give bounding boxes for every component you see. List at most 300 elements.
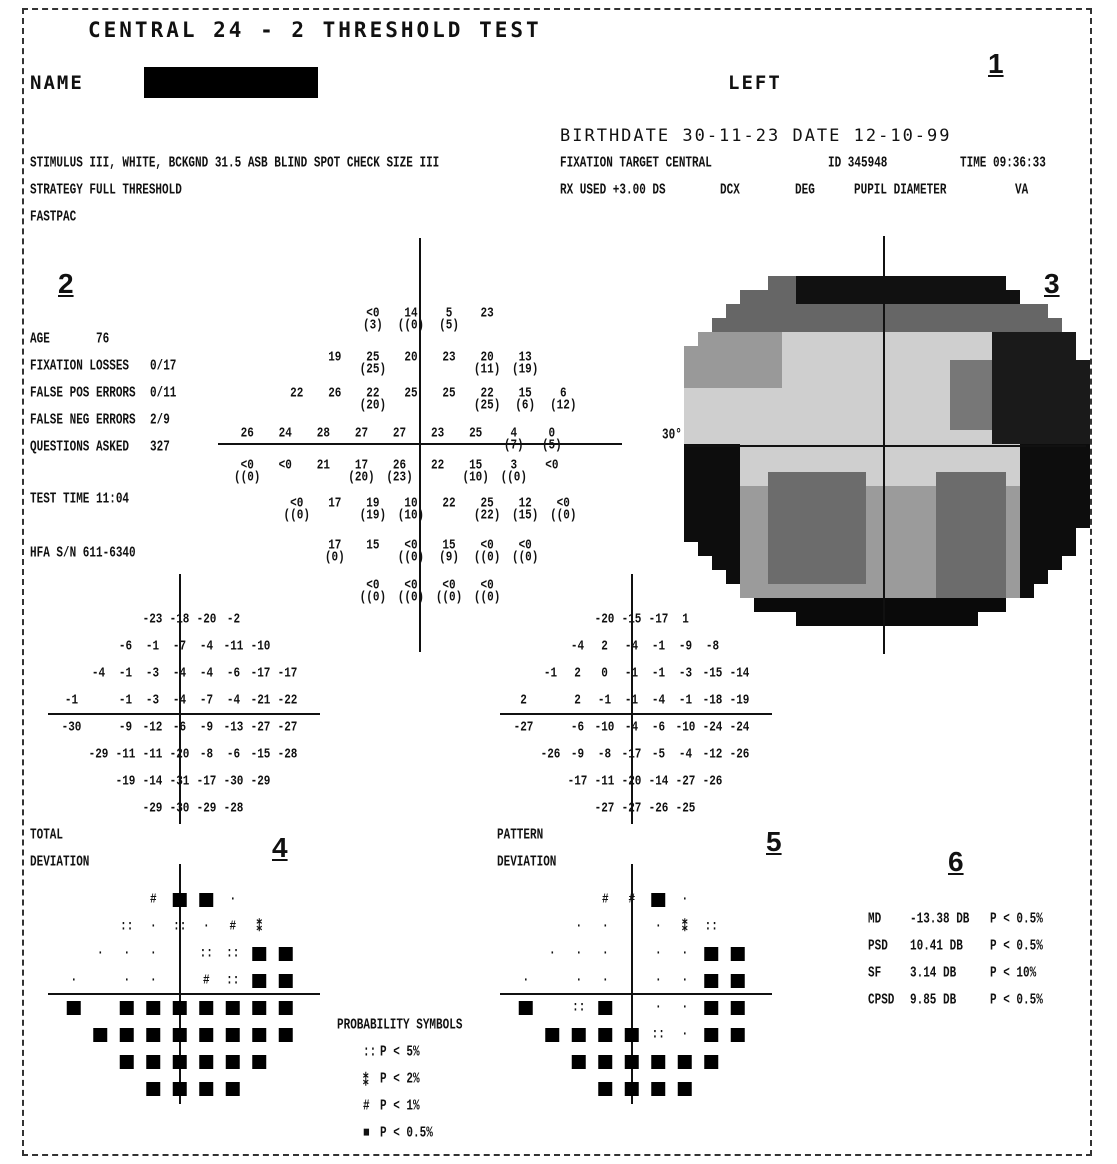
greyscale-cell (936, 430, 950, 444)
pattern-deviation-value: -20 (594, 612, 615, 628)
greyscale-cell (824, 430, 838, 444)
panel-number-5: 5 (766, 826, 782, 857)
threshold-value: 26 (328, 386, 342, 402)
greyscale-30-degree-label: 30° (662, 428, 682, 444)
greyscale-cell (1020, 584, 1034, 598)
psd-p: P < 0.5% (990, 939, 1043, 955)
greyscale-cell (838, 584, 852, 598)
greyscale-cell (782, 430, 796, 444)
greyscale-cell (796, 332, 810, 346)
total-deviation-value: -17 (250, 666, 271, 682)
total-deviation-value: -17 (277, 666, 298, 682)
threshold-repeat: (9) (439, 550, 459, 566)
greyscale-cell (852, 304, 866, 318)
legend-1pct-symbol: # (363, 1099, 370, 1115)
greyscale-cell (908, 402, 922, 416)
greyscale-cell (852, 528, 866, 542)
greyscale-cell (866, 570, 880, 584)
threshold-value: 22 (480, 386, 494, 402)
greyscale-cell (698, 360, 712, 374)
greyscale-cell (936, 472, 950, 486)
pattern-deviation-value: -17 (621, 747, 642, 763)
greyscale-cell (978, 514, 992, 528)
greyscale-cell (852, 430, 866, 444)
greyscale-cell (894, 346, 908, 360)
greyscale-cell (782, 584, 796, 598)
greyscale-cell (866, 514, 880, 528)
greyscale-cell (768, 318, 782, 332)
greyscale-cell (782, 290, 796, 304)
deg-label: DEG (795, 183, 815, 199)
greyscale-cell (922, 542, 936, 556)
greyscale-cell (908, 304, 922, 318)
pupil-diameter: PUPIL DIAMETER (854, 183, 947, 199)
greyscale-cell (768, 430, 782, 444)
hfa-serial: HFA S/N 611-6340 (30, 546, 136, 562)
greyscale-cell (894, 332, 908, 346)
greyscale-cell (1006, 500, 1020, 514)
greyscale-cell (894, 612, 908, 626)
sf-p: P < 10% (990, 966, 1037, 982)
greyscale-cell (852, 318, 866, 332)
greyscale-cell (866, 458, 880, 472)
greyscale-cell (866, 332, 880, 346)
greyscale-cell (1062, 486, 1076, 500)
cpsd-p: P < 0.5% (990, 993, 1043, 1009)
greyscale-cell (852, 332, 866, 346)
greyscale-cell (1062, 500, 1076, 514)
greyscale-cell (810, 514, 824, 528)
greyscale-cell (754, 500, 768, 514)
total-deviation-value: -12 (142, 720, 163, 736)
pattern-probability-symbol: · (681, 1000, 689, 1016)
greyscale-cell (782, 388, 796, 402)
threshold-value: 15 (469, 458, 483, 474)
greyscale-cell (978, 304, 992, 318)
greyscale-cell (768, 598, 782, 612)
greyscale-cell (866, 584, 880, 598)
greyscale-cell (768, 486, 782, 500)
greyscale-cell (922, 402, 936, 416)
pattern-probability-p05-square (651, 893, 665, 907)
pattern-deviation-value: -25 (675, 801, 696, 817)
greyscale-cell (1034, 472, 1048, 486)
pattern-probability-symbol: · (681, 892, 689, 908)
greyscale-cell (782, 374, 796, 388)
greyscale-cell (1006, 584, 1020, 598)
greyscale-cell (964, 612, 978, 626)
threshold-repeat: (25) (359, 362, 387, 378)
greyscale-cell (1020, 500, 1034, 514)
total-deviation-value: -6 (172, 720, 187, 736)
greyscale-cell (768, 332, 782, 346)
threshold-value: <0 (545, 458, 559, 474)
greyscale-cell (740, 290, 754, 304)
greyscale-cell (894, 402, 908, 416)
greyscale-cell (866, 598, 880, 612)
greyscale-cell (824, 388, 838, 402)
greyscale-cell (740, 486, 754, 500)
greyscale-cell (852, 276, 866, 290)
greyscale-cell (852, 612, 866, 626)
greyscale-cell (740, 514, 754, 528)
greyscale-cell (698, 402, 712, 416)
greyscale-cell (698, 416, 712, 430)
threshold-value: 17 (354, 458, 369, 474)
questions-value: 327 (150, 440, 170, 456)
greyscale-cell (978, 402, 992, 416)
total-deviation-value: -30 (61, 720, 82, 736)
greyscale-cell (698, 430, 712, 444)
greyscale-cell (936, 360, 950, 374)
total-probability-p05-square (199, 1001, 213, 1015)
total-deviation-value: -4 (172, 666, 187, 682)
greyscale-cell (978, 346, 992, 360)
greyscale-cell (992, 514, 1006, 528)
pattern-deviation-value: -17 (567, 774, 588, 790)
pattern-deviation-value: -19 (729, 693, 750, 709)
greyscale-cell (796, 598, 810, 612)
pattern-probability-p05-square (704, 974, 718, 988)
greyscale-cell (740, 458, 754, 472)
total-probability-symbol: · (229, 892, 237, 908)
greyscale-cell (922, 458, 936, 472)
total-deviation-value: -14 (142, 774, 163, 790)
greyscale-cell (768, 570, 782, 584)
greyscale-cell (894, 514, 908, 528)
greyscale-cell (782, 556, 796, 570)
greyscale-cell (866, 500, 880, 514)
greyscale-cell (908, 612, 922, 626)
pattern-probability-symbol: · (522, 973, 530, 989)
greyscale-cell (950, 486, 964, 500)
greyscale-cell (950, 374, 964, 388)
greyscale-cell (922, 430, 936, 444)
total-probability-p05-square (279, 974, 293, 988)
greyscale-cell (712, 388, 726, 402)
greyscale-cell (712, 556, 726, 570)
threshold-repeat: ((0) (473, 550, 501, 566)
greyscale-cell (824, 542, 838, 556)
greyscale-cell (894, 584, 908, 598)
greyscale-cell (712, 458, 726, 472)
pattern-probability-symbol: # (601, 892, 609, 908)
greyscale-cell (852, 374, 866, 388)
greyscale-cell (950, 318, 964, 332)
greyscale-cell (1034, 500, 1048, 514)
pattern-deviation-value: -9 (570, 747, 585, 763)
pattern-deviation-value: -3 (678, 666, 693, 682)
greyscale-cell (740, 542, 754, 556)
greyscale-cell (894, 556, 908, 570)
greyscale-cell (922, 500, 936, 514)
greyscale-cell (894, 500, 908, 514)
greyscale-cell (992, 318, 1006, 332)
total-deviation-value: -4 (199, 666, 214, 682)
greyscale-cell (796, 570, 810, 584)
total-probability-symbol: · (123, 973, 131, 989)
greyscale-cell (1048, 346, 1062, 360)
legend-5pct-label: P < 5% (380, 1045, 420, 1061)
total-deviation-value: -18 (169, 612, 190, 628)
greyscale-cell (978, 598, 992, 612)
greyscale-cell (1034, 430, 1048, 444)
eye-label: LEFT (728, 72, 782, 94)
threshold-value: <0 (404, 578, 418, 594)
total-deviation-value: -9 (199, 720, 214, 736)
pattern-deviation-value: -15 (702, 666, 723, 682)
greyscale-cell (740, 360, 754, 374)
greyscale-cell (1048, 472, 1062, 486)
greyscale-cell (936, 486, 950, 500)
greyscale-cell (824, 318, 838, 332)
greyscale-cell (978, 318, 992, 332)
total-probability-p05-square (279, 1028, 293, 1042)
greyscale-cell (908, 430, 922, 444)
threshold-repeat: (5) (439, 318, 459, 334)
greyscale-cell (754, 514, 768, 528)
threshold-value: 28 (316, 426, 330, 442)
pattern-probability-symbol: :: (572, 1000, 586, 1016)
total-probability-symbol: · (149, 919, 157, 935)
threshold-value: 25 (366, 350, 380, 366)
greyscale-cell (754, 416, 768, 430)
greyscale-cell (1006, 430, 1020, 444)
greyscale-cell (1062, 388, 1076, 402)
pattern-probability-p05-square (598, 1082, 612, 1096)
greyscale-cell (964, 402, 978, 416)
greyscale-cell (908, 500, 922, 514)
threshold-value: 25 (442, 386, 456, 402)
total-probability-p05-square (252, 1055, 266, 1069)
pattern-probability-symbol: :: (651, 1027, 665, 1043)
greyscale-cell (1048, 388, 1062, 402)
threshold-value: 23 (431, 426, 445, 442)
greyscale-cell (782, 514, 796, 528)
total-deviation-value: -1 (118, 693, 133, 709)
pattern-deviation-value: -8 (597, 747, 612, 763)
greyscale-cell (810, 402, 824, 416)
total-deviation-value: -2 (226, 612, 241, 628)
greyscale-cell (992, 290, 1006, 304)
greyscale-cell (824, 458, 838, 472)
report-title: CENTRAL 24 - 2 THRESHOLD TEST (88, 18, 542, 42)
total-probability-p05-square (93, 1028, 107, 1042)
greyscale-cell (880, 528, 894, 542)
greyscale-cell (992, 556, 1006, 570)
greyscale-cell (880, 360, 894, 374)
greyscale-cell (866, 346, 880, 360)
threshold-value: 23 (480, 306, 494, 322)
total-deviation-value: -20 (169, 747, 190, 763)
total-deviation-label-2: DEVIATION (30, 855, 90, 871)
threshold-value: <0 (480, 578, 494, 594)
greyscale-cell (1020, 402, 1034, 416)
greyscale-cell (936, 458, 950, 472)
greyscale-cell (754, 402, 768, 416)
total-probability-symbol: · (70, 973, 78, 989)
greyscale-cell (964, 276, 978, 290)
greyscale-cell (726, 318, 740, 332)
greyscale-cell (922, 528, 936, 542)
greyscale-cell (950, 584, 964, 598)
threshold-repeat: (10) (462, 470, 489, 486)
greyscale-cell (824, 556, 838, 570)
threshold-repeat: (11) (473, 362, 501, 378)
md-label: MD (868, 912, 882, 928)
total-deviation-value: -28 (223, 801, 244, 817)
greyscale-cell (838, 402, 852, 416)
threshold-value: 22 (442, 496, 456, 512)
threshold-value: 22 (290, 386, 304, 402)
greyscale-cell (908, 514, 922, 528)
greyscale-cell (950, 304, 964, 318)
greyscale-cell (838, 416, 852, 430)
greyscale-cell (880, 416, 894, 430)
threshold-repeat: (20) (359, 398, 387, 414)
greyscale-cell (810, 612, 824, 626)
greyscale-cell (936, 500, 950, 514)
greyscale-cell (992, 374, 1006, 388)
pattern-probability-p05-square (625, 1055, 639, 1069)
total-probability-symbol: :: (199, 946, 213, 962)
greyscale-cell (852, 402, 866, 416)
pattern-deviation-value: -20 (621, 774, 642, 790)
greyscale-cell (712, 374, 726, 388)
greyscale-cell (824, 612, 838, 626)
greyscale-cell (768, 360, 782, 374)
greyscale-cell (810, 598, 824, 612)
greyscale-cell (908, 458, 922, 472)
greyscale-cell (1006, 542, 1020, 556)
greyscale-cell (1048, 318, 1062, 332)
total-probability-p05-square (252, 974, 266, 988)
total-deviation-value: -7 (172, 639, 187, 655)
legend-2pct-label: P < 2% (380, 1072, 420, 1088)
greyscale-cell (922, 374, 936, 388)
greyscale-cell (992, 346, 1006, 360)
greyscale-cell (768, 556, 782, 570)
greyscale-cell (1006, 346, 1020, 360)
greyscale-cell (880, 584, 894, 598)
greyscale-cell (810, 416, 824, 430)
greyscale-cell (1048, 500, 1062, 514)
greyscale-cell (992, 598, 1006, 612)
pattern-probability-symbol: · (628, 919, 636, 935)
greyscale-cell (726, 360, 740, 374)
greyscale-cell (1034, 416, 1048, 430)
threshold-value: <0 (404, 538, 418, 554)
greyscale-cell (1048, 556, 1062, 570)
greyscale-cell (936, 514, 950, 528)
greyscale-cell (1076, 360, 1090, 374)
greyscale-cell (684, 500, 698, 514)
total-deviation-value: -30 (169, 801, 190, 817)
greyscale-cell (1048, 528, 1062, 542)
greyscale-cell (1020, 514, 1034, 528)
greyscale-cell (810, 290, 824, 304)
greyscale-cell (810, 276, 824, 290)
greyscale-cell (1048, 416, 1062, 430)
pattern-probability-p05-square (704, 1001, 718, 1015)
greyscale-cell (796, 430, 810, 444)
greyscale-cell (936, 276, 950, 290)
greyscale-cell (992, 472, 1006, 486)
greyscale-cell (712, 430, 726, 444)
greyscale-cell (1020, 528, 1034, 542)
greyscale-cell (740, 388, 754, 402)
greyscale-cell (824, 472, 838, 486)
total-deviation-value: -4 (199, 639, 214, 655)
greyscale-cell (1076, 416, 1090, 430)
greyscale-cell (852, 556, 866, 570)
greyscale-cell (1062, 514, 1076, 528)
greyscale-cell (936, 584, 950, 598)
greyscale-cell (852, 458, 866, 472)
greyscale-cell (1034, 402, 1048, 416)
false-neg-value: 2/9 (150, 413, 170, 429)
greyscale-cell (978, 486, 992, 500)
greyscale-cell (964, 360, 978, 374)
sf-value: 3.14 DB (910, 966, 957, 982)
greyscale-cell (978, 472, 992, 486)
greyscale-cell (782, 304, 796, 318)
greyscale-cell (1006, 290, 1020, 304)
threshold-repeat: (5) (541, 438, 562, 454)
greyscale-cell (754, 430, 768, 444)
greyscale-cell (684, 458, 698, 472)
threshold-repeat: ((0) (397, 318, 425, 334)
greyscale-cell (852, 542, 866, 556)
pattern-probability-symbol: # (628, 892, 636, 908)
greyscale-cell (796, 528, 810, 542)
greyscale-cell (754, 304, 768, 318)
test-time-of-day: TIME 09:36:33 (960, 156, 1046, 172)
greyscale-cell (978, 374, 992, 388)
threshold-repeat: (0) (324, 550, 345, 566)
greyscale-cell (1062, 346, 1076, 360)
total-probability-symbol: :: (120, 919, 134, 935)
greyscale-cell (824, 402, 838, 416)
greyscale-cell (978, 276, 992, 290)
greyscale-cell (908, 318, 922, 332)
pattern-deviation-value: -4 (570, 639, 585, 655)
total-probability-p05-square (252, 1001, 266, 1015)
greyscale-cell (824, 528, 838, 542)
pattern-deviation-value: 2 (574, 693, 581, 709)
total-probability-symbol: :: (226, 946, 240, 962)
greyscale-cell (992, 360, 1006, 374)
pattern-deviation-value: -6 (570, 720, 585, 736)
threshold-repeat: (22) (473, 508, 501, 524)
greyscale-cell (698, 528, 712, 542)
greyscale-cell (978, 500, 992, 514)
total-deviation-value: -11 (223, 639, 244, 655)
pattern-probability-symbol: · (628, 946, 636, 962)
greyscale-cell (782, 360, 796, 374)
greyscale-cell (838, 570, 852, 584)
greyscale-cell (726, 332, 740, 346)
age-label: AGE (30, 332, 50, 348)
strategy-line: STRATEGY FULL THRESHOLD (30, 183, 182, 199)
greyscale-cell (880, 556, 894, 570)
greyscale-cell (1048, 458, 1062, 472)
greyscale-cell (838, 430, 852, 444)
threshold-value: 6 (559, 386, 567, 402)
greyscale-cell (992, 402, 1006, 416)
threshold-value: <0 (366, 578, 380, 594)
total-probability-p05-square (146, 1028, 160, 1042)
